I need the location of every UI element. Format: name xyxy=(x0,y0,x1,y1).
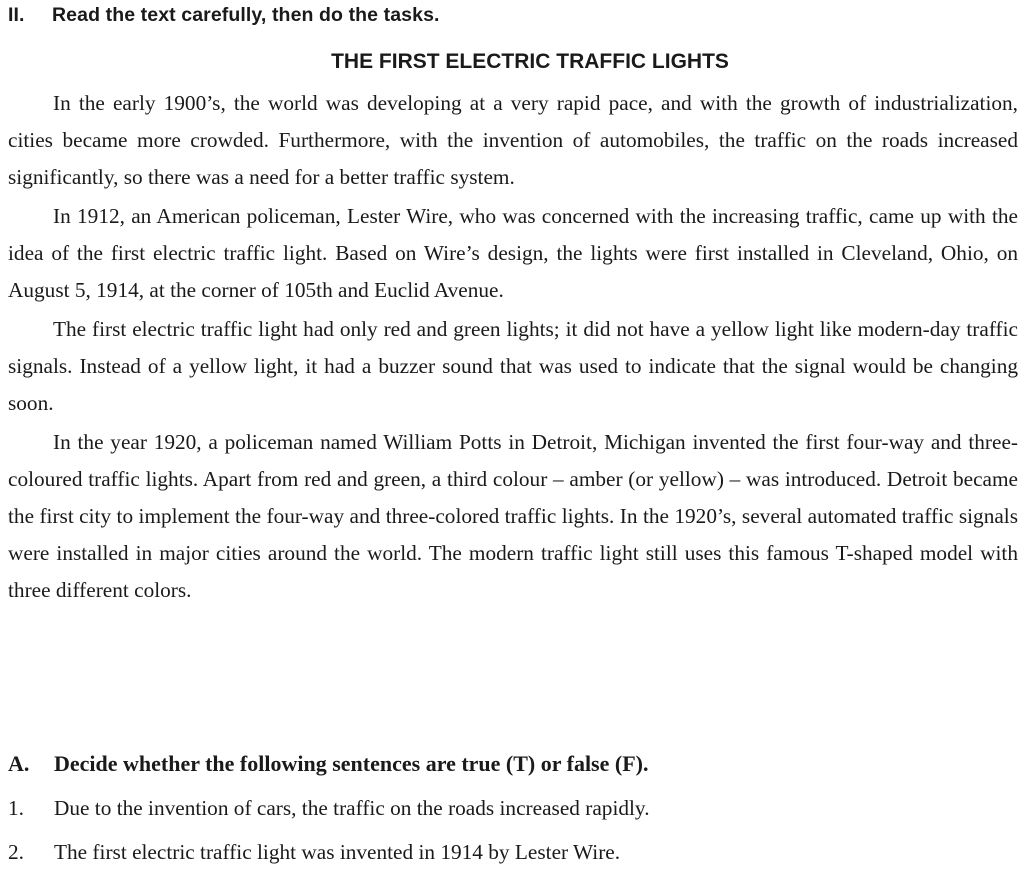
task-a-items xyxy=(8,786,1018,874)
item-text: The first electric traffic light was invented in 1914 by Lester Wire. xyxy=(54,840,621,864)
paragraph-1: In the early 1900’s, the world was developing at a very rapid pace, and with the growth of industrialization, cities became more crowded. Furthermore, with the invention of automobiles, the traffic on the roads increased significantly, so there was a need for a better traffic system. xyxy=(8,91,1018,189)
list-item xyxy=(8,786,1018,830)
task-a-label: A. xyxy=(8,751,30,776)
passage-title: THE FIRST ELECTRIC TRAFFIC LIGHTS xyxy=(331,50,729,73)
list-item xyxy=(8,830,1018,874)
section-number: II. xyxy=(8,4,25,26)
section-instruction-text: Read the text carefully, then do the tasks. xyxy=(52,4,440,26)
item-text: Due to the invention of cars, the traffic on the roads increased rapidly. xyxy=(54,796,650,820)
item-number: 2. xyxy=(8,840,24,864)
task-a-text: Decide whether the following sentences are true (T) or false (F). xyxy=(54,751,649,776)
section-instruction xyxy=(8,4,440,27)
task-a-heading xyxy=(8,744,1018,784)
paragraph-2: In 1912, an American policeman, Lester Wire, who was concerned with the increasing traffic, came up with the idea of the first electric traffic light. Based on Wire’s design, the lights were first installed in Cleveland, Ohio, on August 5, 1914, at the corner of 105th and Euclid Avenue. xyxy=(8,204,1018,302)
item-number: 1. xyxy=(8,796,24,820)
paragraph-4: In the year 1920, a policeman named William Potts in Detroit, Michigan invented the first four-way and three-coloured traffic lights. Apart from red and green, a third colour – amber (or yellow) – was introduced. Detroit became the first city to implement the four-way and three-colored traffic lights. In the 1920’s, several automated traffic signals were installed in major cities around the world. The modern traffic light still uses this famous T-shaped model with three different colors. xyxy=(8,430,1018,602)
reading-passage xyxy=(8,85,1018,611)
paragraph-3: The first electric traffic light had only red and green lights; it did not have a yellow light like modern-day traffic signals. Instead of a yellow light, it had a buzzer sound that was used to indicate that the signal would be changing soon. xyxy=(8,317,1018,415)
